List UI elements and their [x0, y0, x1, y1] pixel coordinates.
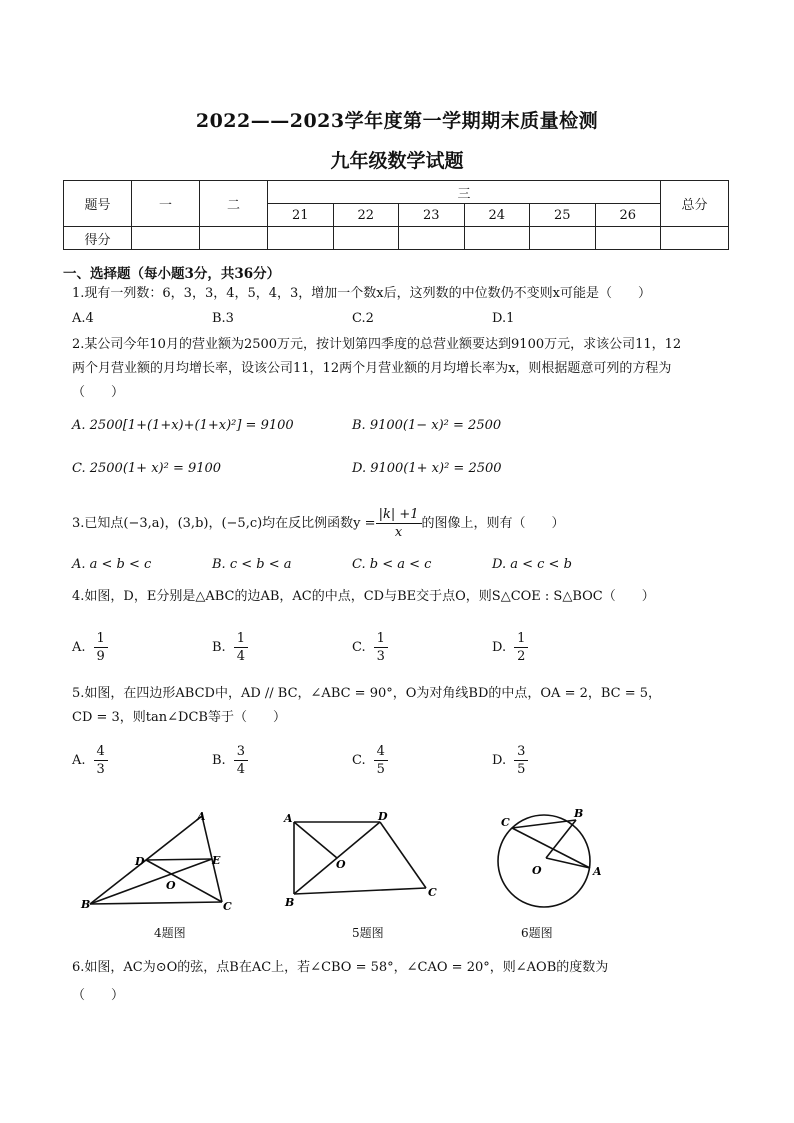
question-5-line2: CD = 3，则tan∠DCB等于（ ） [72, 710, 286, 725]
q4-a-num: 1 [94, 632, 108, 648]
score-table-subcol: 25 [530, 204, 596, 227]
q2-option-d: D. 9100(1+ x)² = 2500 [352, 461, 502, 476]
question-2-line2: 两个月营业额的月均增长率，设该公司11，12两个月营业额的月均增长率为x，则根据题意可列的方程为 [72, 361, 672, 376]
score-table-row-label: 得分 [64, 227, 132, 250]
fig4-label-e: E [212, 854, 221, 867]
question-2-line1: 2.某公司今年10月的营业额为2500万元，按计划第四季度的总营业额要达到9100万元，求该公司11，12 [72, 337, 682, 352]
fig5-label-d: D [378, 810, 388, 823]
q5-a-num: 4 [94, 745, 108, 761]
question-2-line3: （ ） [72, 385, 125, 400]
fig5-line-bc [294, 888, 426, 894]
q5-d-den: 5 [517, 762, 526, 777]
q5-b-den: 4 [236, 762, 245, 777]
q4-c-den: 3 [376, 649, 385, 664]
fig6-label-o: O [532, 864, 542, 877]
score-table-subcol: 26 [595, 204, 661, 227]
exam-title: 2022——2023学年度第一学期期末质量检测 [195, 110, 599, 132]
q3-option-b: B. c < b < a [212, 557, 292, 572]
q5-c-num: 4 [374, 745, 388, 761]
q5-d-num: 3 [514, 745, 528, 761]
q5-option-d [492, 745, 528, 776]
figure-4-caption: 4题图 [154, 926, 186, 940]
fig6-label-c: C [501, 816, 510, 829]
q4-d-den: 2 [517, 649, 526, 664]
question-1-text: 1.现有一列数：6，3，3，4，5，4，3，增加一个数x后，这列数的中位数仍不变则x可能是（ ） [72, 286, 651, 301]
q4-option-b [212, 632, 248, 663]
question-5-line1: 5.如图，在四边形ABCD中，AD // BC，∠ABC = 90°，O为对角线BD的中点，OA = 2，BC = 5， [72, 686, 662, 701]
fig5-line-ao [294, 822, 337, 858]
question-3-post: 的图像上，则有（ ） [421, 515, 565, 531]
question-3 [72, 508, 565, 539]
score-cell [399, 227, 465, 250]
fig4-line-de [146, 859, 212, 860]
figure-6-caption: 6题图 [521, 926, 553, 940]
q4-option-c-label: C. [352, 640, 366, 655]
score-cell [661, 227, 729, 250]
score-table-subcol: 23 [399, 204, 465, 227]
q4-a-den: 9 [96, 649, 105, 664]
q4-option-d [492, 632, 528, 663]
score-table-header-two: 二 [200, 181, 268, 227]
score-cell [200, 227, 268, 250]
q4-option-a-label: A. [72, 640, 86, 655]
fig6-line-ca [512, 828, 590, 868]
q4-c-num: 1 [374, 632, 388, 648]
score-table-header-three: 三 [268, 181, 661, 204]
fig4-label-a: A [197, 810, 206, 823]
q4-option-a [72, 632, 108, 663]
q5-option-b [212, 745, 248, 776]
q5-option-a [72, 745, 108, 776]
fig4-line-be [90, 859, 212, 904]
score-table-header-qnum: 题号 [64, 181, 132, 227]
question-3-pre: 3.已知点(−3,a)，(3,b)，(−5,c)均在反比例函数y = [72, 515, 376, 531]
q5-b-num: 3 [234, 745, 248, 761]
fig6-line-oa [546, 858, 590, 868]
exam-subtitle: 九年级数学试题 [330, 150, 464, 172]
q5-c-den: 5 [376, 762, 385, 777]
q5-option-d-label: D. [492, 753, 507, 768]
q5-a-den: 3 [96, 762, 105, 777]
q3-fraction [376, 508, 422, 539]
q4-option-d-label: D. [492, 640, 507, 655]
score-table-subcol: 22 [333, 204, 399, 227]
figure-4 [80, 808, 250, 918]
q1-option-a: A.4 [72, 311, 94, 326]
fig6-label-b: B [574, 807, 584, 820]
q3-fraction-den: x [394, 525, 403, 540]
q5-option-b-label: B. [212, 753, 226, 768]
fig4-label-d: D [135, 855, 145, 868]
q4-b-den: 4 [236, 649, 245, 664]
fig4-label-c: C [223, 900, 232, 913]
q2-option-a: A. 2500[1+(1+x)+(1+x)²] = 9100 [72, 418, 294, 433]
q5-option-c [352, 745, 388, 776]
q3-fraction-num: |k| +1 [376, 508, 422, 524]
figure-5 [282, 808, 442, 918]
figure-5-caption: 5题图 [352, 926, 384, 940]
q4-b-num: 1 [234, 632, 248, 648]
fig5-label-c: C [428, 886, 437, 899]
q4-d-num: 1 [514, 632, 528, 648]
score-cell [132, 227, 200, 250]
fig5-label-a: A [284, 812, 293, 825]
score-cell [333, 227, 399, 250]
score-cell [268, 227, 334, 250]
fig4-line-dc [146, 860, 222, 902]
q1-option-d: D.1 [492, 311, 515, 326]
fig5-label-o: O [336, 858, 346, 871]
figure-6 [490, 806, 610, 916]
q4-option-b-label: B. [212, 640, 226, 655]
score-table [63, 180, 729, 250]
q3-option-c: C. b < a < c [352, 557, 432, 572]
fig4-label-b: B [81, 898, 91, 911]
q3-option-a: A. a < b < c [72, 557, 152, 572]
section-heading: 一、选择题（每小题3分，共36分） [63, 266, 281, 282]
question-6-line1: 6.如图，AC为⊙O的弦，点B在AC上，若∠CBO = 58°，∠CAO = 20°，则∠AOB的度数为 [72, 960, 609, 975]
q4-option-c [352, 632, 388, 663]
fig5-line-dc [380, 822, 426, 888]
score-table-header-total: 总分 [661, 181, 729, 227]
q3-option-d: D. a < c < b [492, 557, 572, 572]
question-6-line2: （ ） [72, 988, 125, 1003]
q5-option-a-label: A. [72, 753, 86, 768]
score-table-subcol: 21 [268, 204, 334, 227]
score-cell [464, 227, 530, 250]
q5-option-c-label: C. [352, 753, 366, 768]
score-table-header-one: 一 [132, 181, 200, 227]
fig5-label-b: B [285, 896, 295, 909]
question-4-text: 4.如图，D，E分别是△ABC的边AB，AC的中点，CD与BE交于点O，则S△COE : S△BOC（ ） [72, 589, 655, 604]
score-cell [595, 227, 661, 250]
score-table-subcol: 24 [464, 204, 530, 227]
fig4-line-bc [90, 902, 222, 904]
score-cell [530, 227, 596, 250]
q2-option-b: B. 9100(1− x)² = 2500 [352, 418, 502, 433]
q2-option-c: C. 2500(1+ x)² = 9100 [72, 461, 222, 476]
q1-option-b: B.3 [212, 311, 234, 326]
q1-option-c: C.2 [352, 311, 374, 326]
fig6-label-a: A [593, 865, 602, 878]
fig4-label-o: O [166, 879, 176, 892]
